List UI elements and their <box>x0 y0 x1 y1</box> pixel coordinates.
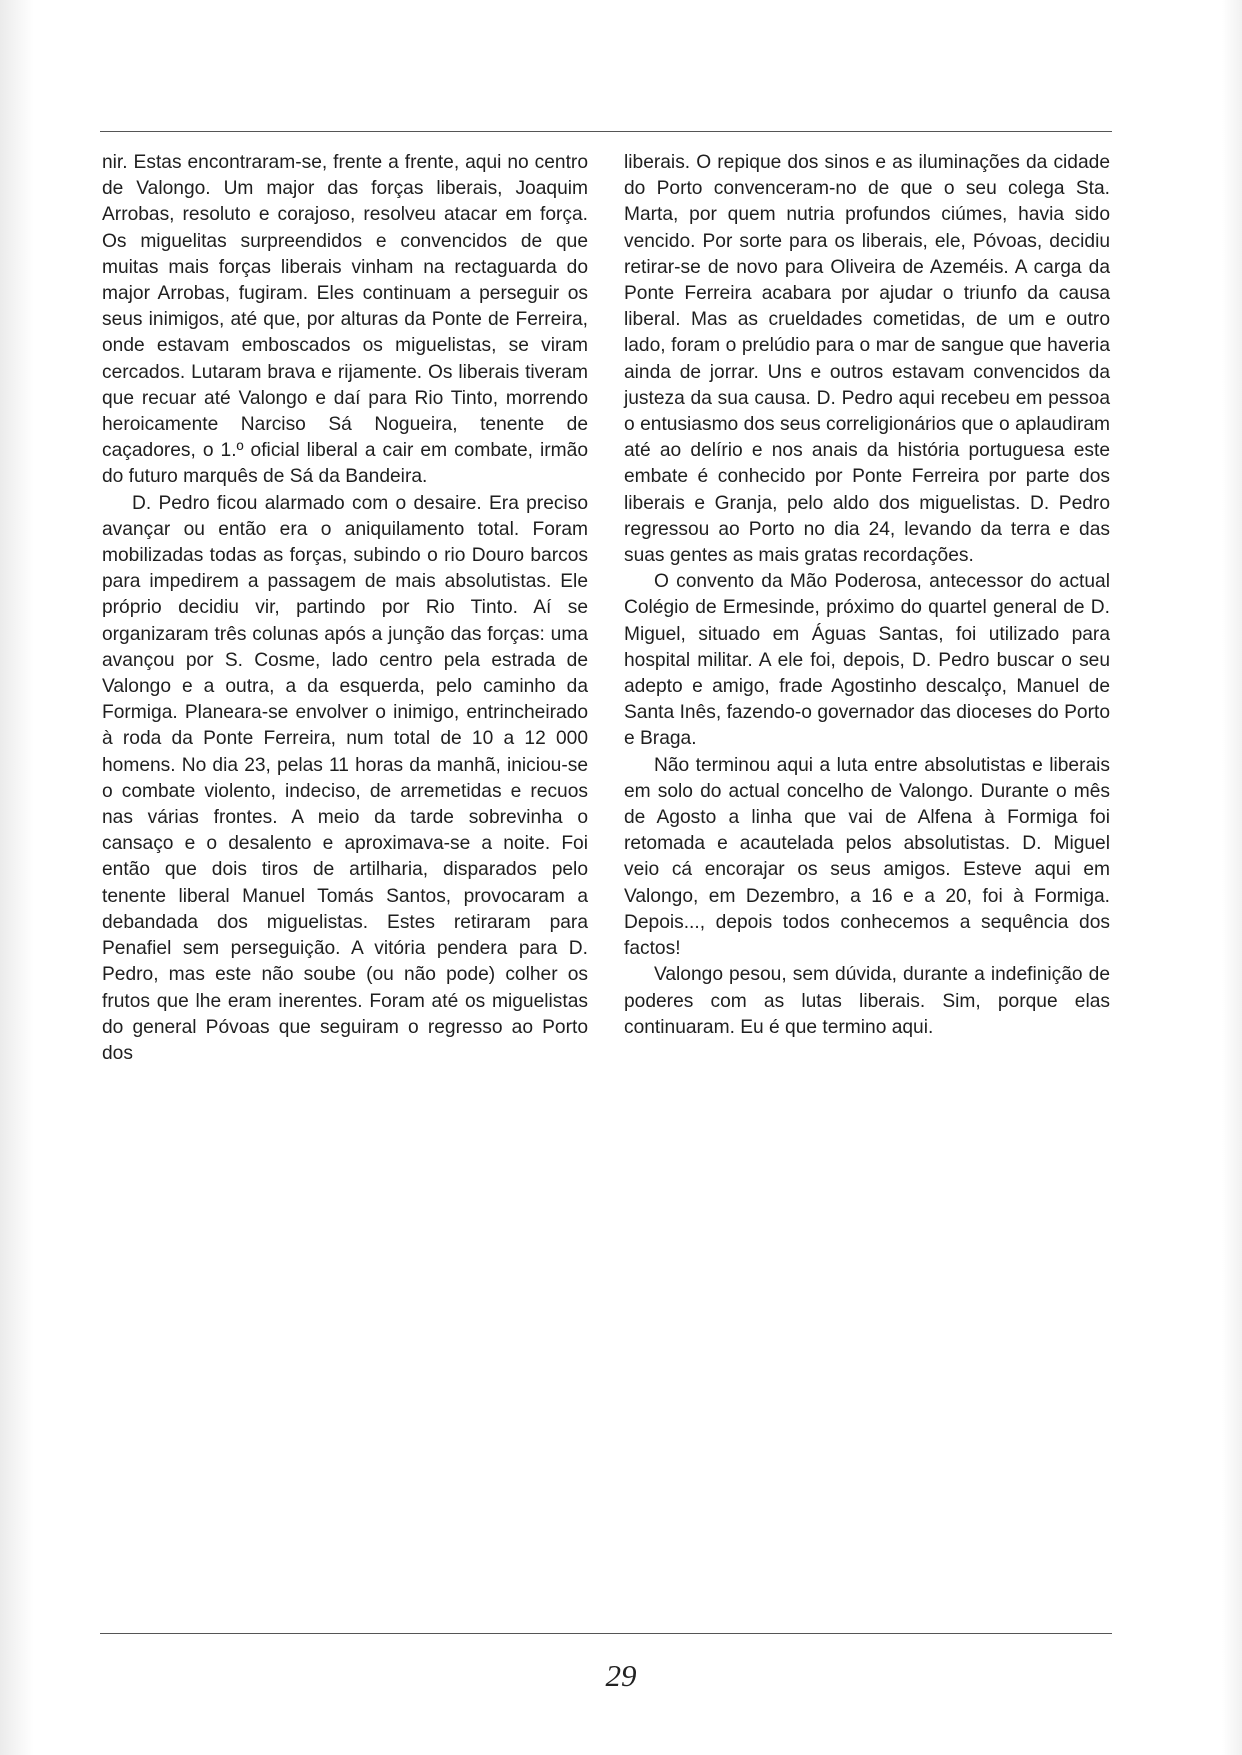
top-rule <box>100 131 1112 132</box>
right-column <box>624 150 1110 1041</box>
right-paragraph-2: O convento da Mão Poderosa, antecessor do actual Colégio de Ermesinde, próximo do quartel general de D. Miguel, situado em Águas Santas, foi utilizado para hospital militar. A ele foi, depois, D. Pedro buscar o seu adepto e amigo, frade Agostinho descalço, Manuel de Santa Inês, fazendo-o governador das dioceses do Porto e Braga. <box>624 571 1110 750</box>
page-number: 29 <box>605 1658 637 1693</box>
left-paragraph-1: nir. Estas encontraram-se, frente a frente, aqui no centro de Valongo. Um major das forças liberais, Joaquim Arrobas, resoluto e corajoso, resolveu atacar em força. Os miguelitas surpreendidos e convencidos de que muitas mais forças liberais vinham na rectaguarda do major Arrobas, fugiram. Eles continuam a perseguir os seus inimigos, até que, por alturas da Ponte de Ferreira, onde estavam emboscados os miguelistas, se viram cercados. Lutaram brava e rijamente. Os liberais tiveram que recuar até Valongo e daí para Rio Tinto, morrendo heroicamente Narciso Sá Nogueira, tenente de caçadores, o 1.º oficial liberal a cair em combate, irmão do futuro marquês de Sá da Bandeira. <box>102 152 588 488</box>
scan-edge-shadow-right <box>1222 0 1242 1755</box>
right-paragraph-1: liberais. O repique dos sinos e as iluminações da cidade do Porto convenceram-no de que o seu colega Sta. Marta, por quem nutria profundos ciúmes, havia sido vencido. Por sorte para os liberais, ele, Póvoas, decidiu retirar-se de novo para Oliveira de Azeméis. A carga da Ponte Ferreira acabara por ajudar o triunfo da causa liberal. Mas as crueldades cometidas, de um e outro lado, foram o prelúdio para o mar de sangue que haveria ainda de jorrar. Uns e outros estavam convencidos da justeza da sua causa. D. Pedro aqui recebeu em pessoa o entusiasmo dos seus correligionários que o aplaudiram até ao delírio e nos anais da história portuguesa este embate é conhecido por Ponte Ferreira por parte dos liberais e Granja, pelo aldo dos miguelistas. D. Pedro regressou ao Porto no dia 24, levando da terra e das suas gentes as mais gratas recordações. <box>624 152 1110 567</box>
scan-edge-shadow-left <box>0 0 34 1755</box>
left-paragraph-2: D. Pedro ficou alarmado com o desaire. Era preciso avançar ou então era o aniquilamento total. Foram mobilizadas todas as forças, subindo o rio Douro barcos para impedirem a passagem de mais absolutistas. Ele próprio decidiu vir, partindo por Rio Tinto. Aí se organizaram três colunas após a junção das forças: uma avançou por S. Cosme, lado centro pela estrada de Valongo e a outra, a da esquerda, pelo caminho da Formiga. Planeara-se envolver o inimigo, entrincheirado à roda da Ponte Ferreira, num total de 10 a 12 000 homens. No dia 23, pelas 11 horas da manhã, iniciou-se o combate violento, indeciso, de arremetidas e recuos nas várias frontes. A meio da tarde sobrevinha o cansaço e o desalento e aproximava-se a noite. Foi então que dois tiros de artilharia, disparados pelo tenente liberal Manuel Tomás Santos, provocaram a debandada dos miguelistas. Estes retiraram para Penafiel sem perseguição. A vitória pendera para D. Pedro, mas este não soube (ou não pode) colher os frutos que lhe eram inerentes. Foram até os miguelistas do general Póvoas que seguiram o regresso ao Porto dos <box>102 492 588 1064</box>
bottom-rule <box>100 1633 1112 1634</box>
right-paragraph-3: Não terminou aqui a luta entre absolutistas e liberais em solo do actual concelho de Valongo. Durante o mês de Agosto a linha que vai de Alfena à Formiga foi retomada e acautelada pelos absolutistas. D. Miguel veio cá encorajar os seus amigos. Esteve aqui em Valongo, em Dezembro, a 16 e a 20, foi à Formiga. Depois..., depois todos conhecemos a sequência dos factos! <box>624 754 1110 960</box>
right-paragraph-4: Valongo pesou, sem dúvida, durante a indefinição de poderes com as lutas liberais. Sim, porque elas continuaram. Eu é que termino aqui. <box>624 964 1110 1038</box>
left-column <box>102 150 588 1067</box>
